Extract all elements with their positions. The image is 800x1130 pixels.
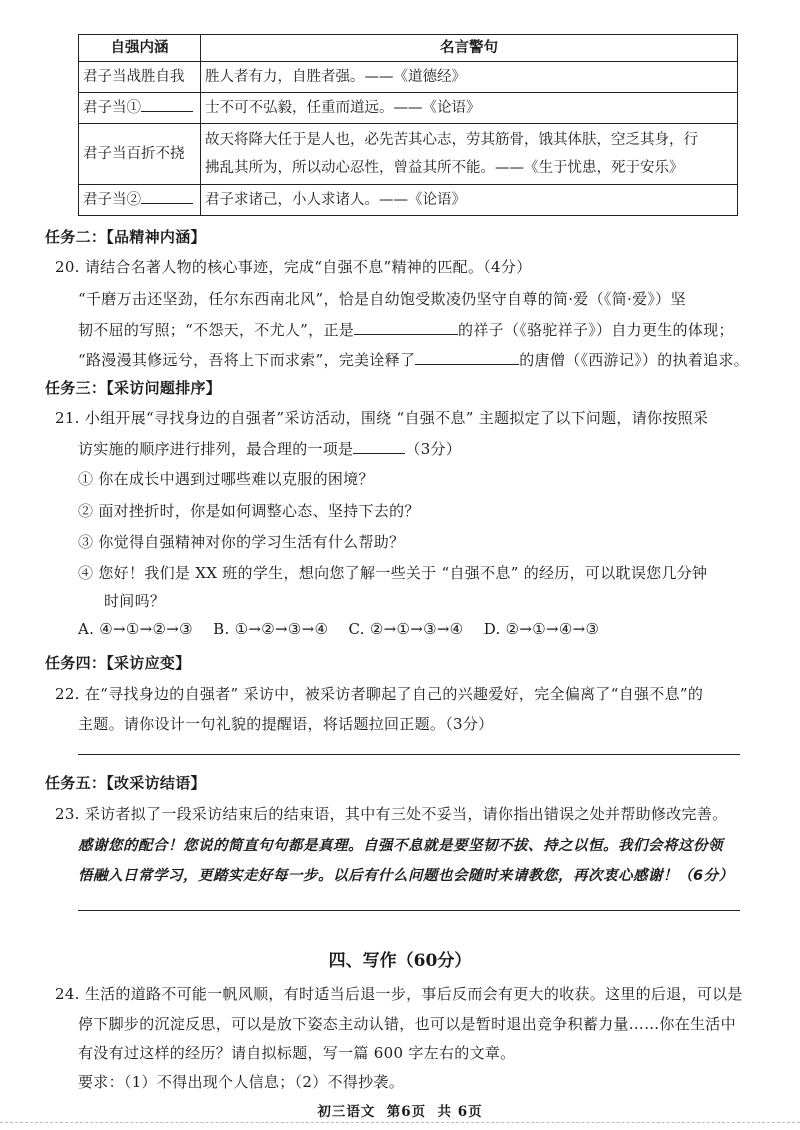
table-row bbox=[79, 93, 738, 124]
question-22: 22. 在“寻找身边的自强者” 采访中，被采访者聊起了自己的兴趣爱好，完全偏离了“自强不息”的 bbox=[55, 685, 704, 703]
table-row bbox=[79, 185, 738, 216]
aspect-cell: 君子当百折不挠 bbox=[79, 124, 201, 185]
section-title: 四、写作（60分） bbox=[328, 951, 472, 971]
page-edge bbox=[0, 1122, 800, 1123]
answer-options: A. ④→①→②→③ B. ①→②→③→④ C. ②→①→③→④ D. ②→①→④→③ bbox=[78, 620, 600, 638]
list-item: ① 你在成长中遇到过哪些难以克服的困境？ bbox=[78, 470, 374, 488]
question-24-cont: 停下脚步的沉淀反思，可以是放下姿态主动认错，也可以是暂时退出竞争积蓄力量……你在生活中 bbox=[78, 1015, 736, 1033]
task3-title: 任务三：【采访问题排序】 bbox=[45, 379, 222, 397]
aspect-cell bbox=[79, 185, 201, 216]
quote-cell bbox=[201, 124, 738, 185]
answer-blank-tangseng[interactable] bbox=[415, 348, 519, 365]
task5-title: 任务五：【改采访结语】 bbox=[45, 774, 206, 792]
q20-text-line bbox=[78, 348, 749, 370]
quote-cell: 君子求诸己，小人求诸人。——《论语》 bbox=[201, 185, 738, 216]
answer-blank-xiangzi[interactable] bbox=[354, 318, 458, 335]
quote-line: 拂乱其所为，所以动心忍性，曾益其所不能。——《生于忧患，死于安乐》 bbox=[205, 160, 684, 176]
quote-line: 故天将降大任于是人也，必先苦其心志，劳其筋骨，饿其体肤，空乏其身，行 bbox=[205, 132, 698, 148]
list-item-cont: 时间吗？ bbox=[104, 592, 166, 610]
q21-score: （3分） bbox=[405, 440, 462, 458]
aspect-cell: 君子当战胜自我 bbox=[79, 62, 201, 93]
maxims-table bbox=[78, 34, 738, 216]
writing-requirements: 要求：（1）不得出现个人信息；（2）不得抄袭。 bbox=[78, 1073, 404, 1091]
table-row bbox=[79, 124, 738, 185]
question-22-cont: 主题。请你设计一句礼貌的提醒语，将话题拉回正题。（3分） bbox=[78, 715, 494, 733]
question-23: 23. 采访者拟了一段采访结束后的结束语，其中有三处不妥当，请你指出错误之处并帮助修改完善。 bbox=[55, 805, 728, 823]
list-item: ② 面对挫折时，你是如何调整心态、坚持下去的？ bbox=[78, 502, 420, 520]
table-row bbox=[79, 62, 738, 93]
q20-text-line bbox=[78, 318, 734, 340]
quote-cell: 士不可不弘毅，任重而道远。——《论语》 bbox=[201, 93, 738, 124]
aspect-cell bbox=[79, 93, 201, 124]
quote-cell: 胜人者有力，自胜者强。——《道德经》 bbox=[201, 62, 738, 93]
aspect-text: 君子当② bbox=[83, 192, 141, 208]
handwritten-text: 悟融入日常学习，更踏实走好每一步。以后有什么问题也会随时来请教您，再次衷心感谢！（6分） bbox=[78, 868, 734, 884]
q21-text: 访实施的顺序进行排列，最合理的一项是 bbox=[78, 440, 354, 458]
header-aspect: 自强内涵 bbox=[79, 35, 201, 62]
list-item: ④ 您好！我们是 XX 班的学生，想向您了解一些关于 “自强不息” 的经历，可以耽误您几分钟 bbox=[78, 564, 708, 582]
q20-text: “路漫漫其修远兮，吾将上下而求索”，完美诠释了 bbox=[78, 351, 416, 369]
page-footer: 初三语文 第6页 共 6页 bbox=[317, 1104, 483, 1120]
q20-text: 的祥子（《骆驼祥子》）自力更生的体现； bbox=[458, 321, 734, 339]
question-24: 24. 生活的道路不可能一帆风顺，有时适当后退一步，事后反而会有更大的收获。这里的后退，可以是 bbox=[55, 985, 743, 1003]
q20-text-line: “千磨万击还坚劲，任尔东西南北风”，恰是自幼饱受欺凌仍坚守自尊的简·爱（《简·爱》）坚 bbox=[78, 290, 686, 308]
task4-title: 任务四：【采访应变】 bbox=[45, 654, 191, 672]
question-21: 21. 小组开展“寻找身边的自强者”采访活动，围绕 “自强不息” 主题拟定了以下问题，请你按照采 bbox=[55, 409, 709, 427]
question-20: 20. 请结合名著人物的核心事迹，完成“自强不息”精神的匹配。（4分） bbox=[55, 258, 532, 276]
question-24-cont: 有没有过这样的经历？请自拟标题，写一篇 600 字左右的文章。 bbox=[78, 1044, 516, 1062]
answer-blank-21[interactable] bbox=[353, 437, 405, 454]
answer-line-23[interactable] bbox=[78, 910, 740, 911]
table-header-row bbox=[79, 35, 738, 62]
answer-blank-2[interactable] bbox=[141, 187, 193, 204]
answer-line-22[interactable] bbox=[78, 754, 740, 755]
header-quote: 名言警句 bbox=[201, 35, 738, 62]
question-21-cont bbox=[78, 437, 461, 459]
task2-title: 任务二：【品精神内涵】 bbox=[45, 228, 206, 246]
q20-text: 韧不屈的写照；“不怨天，不尤人”，正是 bbox=[78, 321, 355, 339]
handwritten-text: 感谢您的配合！您说的简直句句都是真理。自强不息就是要坚韧不拔、持之以恒。我们会将这份领 bbox=[78, 838, 723, 854]
list-item: ③ 你觉得自强精神对你的学习生活有什么帮助？ bbox=[78, 533, 405, 551]
answer-blank-1[interactable] bbox=[141, 95, 193, 112]
aspect-text: 君子当① bbox=[83, 100, 141, 116]
q20-text: 的唐僧（《西游记》）的执着追求。 bbox=[519, 351, 750, 369]
